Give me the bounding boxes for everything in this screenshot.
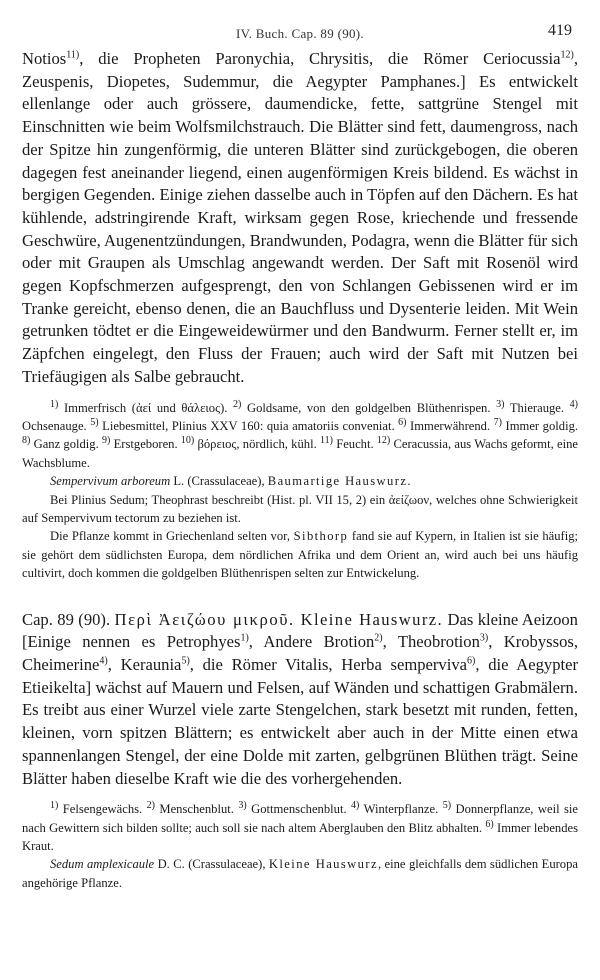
running-head: IV. Buch. Cap. 89 (90).: [236, 26, 364, 41]
page-number: 419: [548, 22, 572, 39]
chapter-title: Kleine Hauswurz.: [294, 609, 444, 629]
botanical-identification-1: Sempervivum arboreum L. (Crassulaceae), Baumartige Hauswurz.: [50, 474, 412, 489]
chapter-paragraph: Cap. 89 (90). Περὶ Ἀειζώου μικροῦ. Kleine Hauswurz. Das kleine Aeizoon [Einige nennen es Petrophyes$^{1)}$, Andere Brotion$^{2)}$, Theobrotion$^{3)}$, Krobyssos, Cheimerine$^{4)}$, Keraunia$^{5)}$, die Römer Vitalis, Herba semperviva$^{6)}$, die Aegypter Etieikelta] wächst auf Mauern und Felsen, auf Wänden und schattigen Grabmälern. Es treibt aus einer Wurzel viele zarte Stengelchen, stark besetzt mit runden, fetten, kleinen, vorn spitzen Blättern; es entwickelt aber auch in der Mitte einen etwa spannenlangen Stengel, der eine Dolde mit zarten, gelbgrünen Blüthen trägt. Seine Blätter haben dieselbe Kraft wie die des vorhergehenden.: [22, 609, 579, 788]
main-paragraph-1: Notios$^{11)}$, die Propheten Paronychia, Chrysitis, die Römer Ceriocussia$^{12)}$, Zeuspenis, Diopetes, Sudemmur, die Aegypter Pamphanes.] Es entwickelt ellenlange oder auch grössere, daumendicke, fette, sattgrüne Stengel mit Einschnitten wie beim Wolfsmilchstrauch. Die Blätter sind fett, daumengross, nach der Spitze hin zungenförmig, die unteren Blätter sind zurückgebogen, die oberen dagegen fest aneinander liegend, einen augenförmigen Kreis bildend. Es wächst in bergigen Gegenden. Einige ziehen dasselbe auch in Töpfen auf den Dächern. Es hat kühlende, adstringirende Kraft, wirksam gegen Rose, kriechende und fressende Geschwüre, Augenentzündungen, Brandwunden, Podagra, wenn die Blätter für sich oder mit Graupen als Umschlag angewandt werden. Der Saft mit Rosenöl wird gegen Kopfschmerzen aufgesprengt, den von Schlangen Gebissenen wird er im Tranke gereicht, ebenso denen, die an Bauchfluss und Dysenterie leiden. Mit Wein getrunken tödtet er die Eingeweidewürmer und den Bandwurm. Ferner stellt er, im Zäpfchen eingelegt, den Fluss der Frauen; auch wird der Saft mit Nutzen bei Triefäugigen als Salbe gebraucht.: [22, 49, 578, 386]
notes-block-1: [22, 399, 578, 583]
notes-block-2: [22, 800, 578, 892]
footnotes-2: $^{1)}$ Felsengewächs. $^{2)}$ Menschenblut. $^{3)}$ Gottmenschenblut. $^{4)}$ Winterpflanze. $^{5)}$ Donnerpflanze, weil sie nach Gewittern sich bilden sollte; auch soll sie nach altem Aberglauben den Blitz abhalten. $^{6)}$ Immer lebendes Kraut.: [22, 800, 579, 854]
page-header: [22, 0, 578, 46]
distribution-note: Die Pflanze kommt in Griechenland selten vor, Sibthorp fand sie auf Kypern, in Italien ist sie häufig; sie gehört dem südlichsten Europa, dem nördlichen Afrika und dem Orient an, wird auch bei uns häufig cultivirt, doch kommen die goldgelben Blüthenrispen selten zur Entwickelung.: [22, 529, 578, 581]
footnote-ref: 12): [560, 49, 574, 61]
footnote-ref: 11): [66, 49, 80, 61]
chapter-number: Cap. 89 (90).: [22, 609, 115, 629]
plinius-note: Bei Plinius Sedum; Theophrast beschreibt (Hist. pl. VII 15, 2) ein ἀείζωον, welches ohne Schwierigkeit auf Sempervivum tectorum zu beziehen ist.: [22, 492, 578, 525]
footnotes-1: $^{1)}$ Immerfrisch (ἀεί und θάλειος). $^{2)}$ Goldsame, von den goldgelben Blüthenrispen. $^{3)}$ Thierauge. $^{4)}$ Ochsenauge. $^{5)}$ Liebesmittel, Plinius XXV 160: quia amatoriis conveniat. $^{6)}$ Immerwährend. $^{7)}$ Immer goldig. $^{8)}$ Ganz goldig. $^{9)}$ Erstgeboren. $^{10)}$ βόρειος, nördlich, kühl. $^{11)}$ Feucht. $^{12)}$ Ceracussia, aus Wachs geformt, eine Wachsblume.: [22, 398, 579, 470]
botanical-identification-2: Sedum amplexicaule D. C. (Crassulaceae), Kleine Hauswurz, eine gleichfalls dem südlichen Europa angehörige Pflanze.: [22, 857, 578, 890]
greek-title: Περὶ Ἀειζώου μικροῦ.: [114, 609, 295, 629]
section-gap: [22, 583, 578, 607]
